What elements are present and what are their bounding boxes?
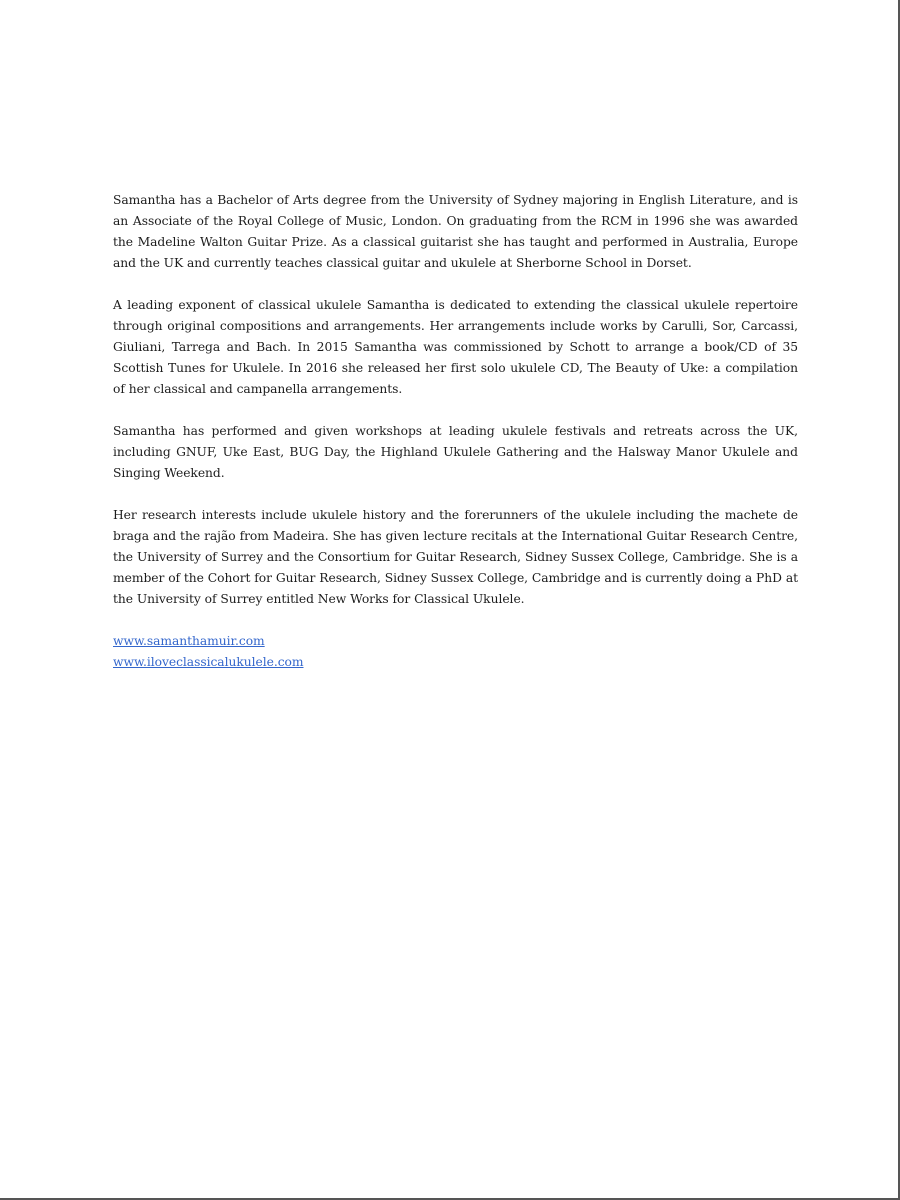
link-iloveclassicalukulele[interactable]: www.iloveclassicalukulele.com: [113, 655, 304, 669]
paragraph-education: Samantha has a Bachelor of Arts degree from the University of Sydney majoring in English Literature, and is an Associate of the Royal College of Music, London. On graduating from the RCM in 1996 she was awarded the Madeline Walton Guitar Prize. As a classical guitarist she has taught and performed in Australia, Europe and the UK and currently teaches classical guitar and ukulele at Sherborne School in Dorset.: [113, 193, 798, 270]
biography-text: [113, 190, 798, 673]
paragraph-performances: Samantha has performed and given workshops at leading ukulele festivals and retreats across the UK, including GNUF, Uke East, BUG Day, the Highland Ukulele Gathering and the Halsway Manor Ukulele and Singing Weekend.: [113, 424, 798, 480]
paragraph-classical-ukulele: A leading exponent of classical ukulele Samantha is dedicated to extending the classical ukulele repertoire through original compositions and arrangements. Her arrangements include works by Carulli, Sor, Carcassi, Giuliani, Tarrega and Bach. In 2015 Samantha was commissioned by Schott to arrange a book/CD of 35 Scottish Tunes for Ukulele. In 2016 she released her first solo ukulele CD, The Beauty of Uke: a compilation of her classical and campanella arrangements.: [113, 298, 798, 396]
link-samanthamuir[interactable]: www.samanthamuir.com: [113, 634, 265, 648]
website-links: [113, 631, 798, 673]
paragraph-research: Her research interests include ukulele history and the forerunners of the ukulele including the machete de braga and the rajão from Madeira. She has given lecture recitals at the International Guitar Research Centre, the University of Surrey and the Consortium for Guitar Research, Sidney Sussex College, Cambridge. She is a member of the Cohort for Guitar Research, Sidney Sussex College, Cambridge and is currently doing a PhD at the University of Surrey entitled New Works for Classical Ukulele.: [113, 508, 798, 606]
